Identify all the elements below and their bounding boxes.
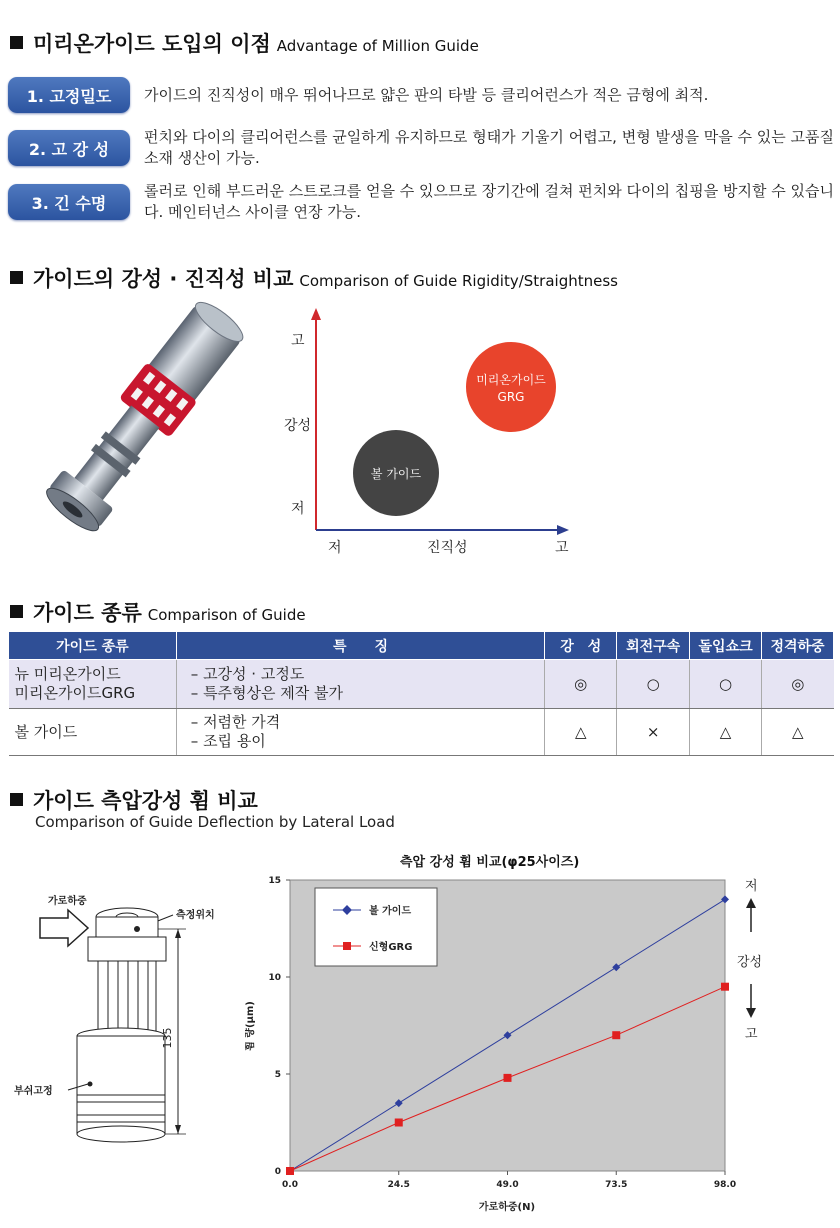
data-point <box>612 1031 620 1039</box>
y-tick-label: 10 <box>268 973 281 983</box>
table-header: 가이드 종류 <box>9 632 177 660</box>
y-tick-label: 15 <box>268 876 281 886</box>
rating-cell: △ <box>545 709 617 756</box>
data-point <box>395 1119 403 1127</box>
table-row <box>9 709 834 756</box>
rating-cell: ○ <box>690 660 762 709</box>
data-point <box>504 1074 512 1082</box>
side-low-label: 고 <box>745 1027 758 1042</box>
section-title-en: Comparison of Guide <box>147 606 306 624</box>
section-title-en: Comparison of Guide Rigidity/Straightness <box>299 272 618 290</box>
x-tick-label: 73.5 <box>605 1180 628 1190</box>
advantage-text-rigidity: 펀치와 다이의 클리어런스를 균일하게 유지하므로 형태가 기울기 어렵고, 변형 발생을 막을 수 있는 고품질 소재 생산이 가능. <box>144 128 834 167</box>
table-header: 정격하중 <box>762 632 834 660</box>
bullet-square-icon <box>10 271 23 284</box>
y-low-label: 저 <box>291 501 305 517</box>
guide-name-cell <box>9 660 177 709</box>
down-arrow-icon <box>746 1008 756 1018</box>
bubble-grg <box>466 342 556 432</box>
bubble-grg-label-2: GRG <box>497 390 525 404</box>
table-header: 돌입쇼크 <box>690 632 762 660</box>
x-axis-label: 진직성 <box>427 540 468 556</box>
x-high-label: 고 <box>555 540 569 556</box>
rating-cell: × <box>617 709 690 756</box>
legend-box <box>315 888 437 966</box>
chart-title: 측압 강성 휨 비교(φ25사이즈) <box>400 855 580 870</box>
bullet-square-icon <box>10 793 23 806</box>
y-tick-label: 0 <box>274 1167 281 1177</box>
rating-cell: ○ <box>617 660 690 709</box>
bullet-square-icon <box>10 36 23 49</box>
y-tick-label: 5 <box>274 1070 281 1080</box>
rating-cell: △ <box>762 709 834 756</box>
section-title-types <box>10 597 306 627</box>
fixed-label: 부쉬고정 <box>14 1086 53 1097</box>
rating-cell: ◎ <box>762 660 834 709</box>
bubble-grg-label-1: 미리온가이드 <box>476 373 546 387</box>
measure-label: 측정위치 <box>176 910 215 921</box>
table-header-row <box>9 632 834 660</box>
section-title-ko: 가이드 측압강성 휨 비교 <box>33 789 258 813</box>
section-title-rigidity <box>10 263 618 293</box>
feature-text: – 조립 용이 <box>190 732 266 750</box>
legend-marker-square-icon <box>343 942 351 950</box>
data-point <box>286 1167 294 1175</box>
legend-label-grg: 신형GRG <box>369 942 413 953</box>
dimension-label: 135 <box>161 1027 174 1049</box>
rigidity-straightness-chart <box>270 300 580 565</box>
rating-cell: △ <box>690 709 762 756</box>
x-ticks <box>282 1171 736 1190</box>
y-high-label: 고 <box>291 333 305 349</box>
test-setup-diagram <box>10 880 250 1155</box>
legend-label-ball: 볼 가이드 <box>369 906 412 917</box>
side-label: 강성 <box>737 955 763 970</box>
section-subtitle-en: Comparison of Guide Deflection by Lateral Load <box>35 813 395 831</box>
section-title-en: Advantage of Million Guide <box>276 37 479 55</box>
load-label: 가로하중 <box>48 896 87 907</box>
section-title-deflection <box>10 785 258 815</box>
table-header: 회전구속 <box>617 632 690 660</box>
x-tick-label: 98.0 <box>713 1180 737 1190</box>
guide-name: 미리온가이드GRG <box>14 684 136 702</box>
x-axis-label: 가로하중(N) <box>478 1202 536 1213</box>
bullet-square-icon <box>10 605 23 618</box>
x-tick-label: 24.5 <box>387 1180 410 1190</box>
side-high-label: 저 <box>745 879 758 894</box>
section-title-ko: 가이드의 강성 · 진직성 비교 <box>33 267 294 291</box>
up-arrow-icon <box>746 898 756 908</box>
section-title-ko: 가이드 종류 <box>33 601 142 625</box>
table-row <box>9 660 834 709</box>
rating-cell: ◎ <box>545 660 617 709</box>
table-header: 특 징 <box>176 632 544 660</box>
guide-name-cell <box>9 709 177 756</box>
feature-text: – 고강성 · 고정도 <box>190 665 305 683</box>
feature-cell <box>176 709 544 756</box>
x-low-label: 저 <box>328 540 342 556</box>
feature-cell <box>176 660 544 709</box>
badge-rigidity: 2. 고 강 성 <box>8 130 130 166</box>
table-header: 강 성 <box>545 632 617 660</box>
y-ticks <box>268 876 290 1177</box>
y-axis-label: 휨 량(μm) <box>245 1001 256 1051</box>
advantage-text-precision: 가이드의 진직성이 매우 뛰어나므로 얇은 판의 타발 등 클리어런스가 적은 금형에 최적. <box>144 86 709 104</box>
x-tick-label: 0.0 <box>282 1180 298 1190</box>
guide-name: 볼 가이드 <box>14 722 78 741</box>
advantage-text-long-life: 롤러로 인해 부드러운 스트로크를 얻을 수 있으므로 장기간에 걸쳐 펀치와 다이의 칩핑을 방지할 수 있습니다. 메인터넌스 사이클 연장 가능. <box>144 182 834 221</box>
section-title-advantages <box>10 28 479 58</box>
deflection-line-chart <box>245 870 805 1215</box>
guide-post-illustration <box>20 300 250 550</box>
x-tick-label: 49.0 <box>496 1180 519 1190</box>
load-arrow-icon <box>40 910 88 946</box>
y-axis-label: 강성 <box>284 418 312 434</box>
guide-type-table <box>8 631 834 756</box>
feature-text: – 특주형상은 제작 불가 <box>190 684 344 702</box>
section-title-ko: 미리온가이드 도입의 이점 <box>33 32 271 56</box>
feature-text: – 저렴한 가격 <box>190 713 281 731</box>
badge-precision: 1. 고정밀도 <box>8 77 130 113</box>
y-axis-arrow-icon <box>311 308 321 320</box>
badge-long-life: 3. 긴 수명 <box>8 184 130 220</box>
bubble-ball-label: 볼 가이드 <box>370 467 422 481</box>
data-point <box>721 983 729 991</box>
x-axis-arrow-icon <box>557 525 569 535</box>
guide-name: 뉴 미리온가이드 <box>14 665 121 683</box>
